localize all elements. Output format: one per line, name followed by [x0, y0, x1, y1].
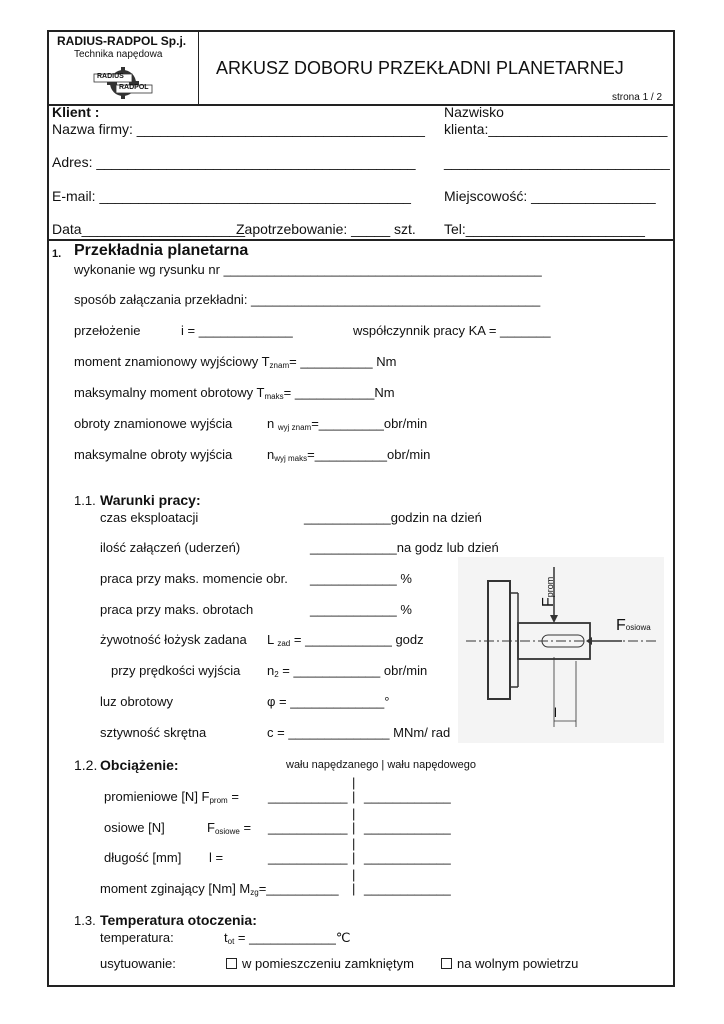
starts-label: ilość załączeń (uderzeń)	[100, 540, 241, 555]
separator-bar: |	[352, 850, 356, 865]
stiffness-field[interactable]: c = ______________ MNm/ rad	[267, 725, 451, 740]
section12-number: 1.2.	[74, 757, 98, 773]
axial-driven-field[interactable]: ___________	[268, 820, 348, 835]
page-title: ARKUSZ DOBORU PRZEKŁADNI PLANETARNEJ	[216, 58, 624, 78]
f-prom-f: F	[540, 597, 557, 607]
address-field[interactable]: Adres: _________________________________________	[52, 154, 416, 170]
temperature-t: t	[224, 930, 228, 945]
radial-driven-field[interactable]: ___________	[268, 789, 348, 804]
max-torque-work-field[interactable]: ____________ %	[310, 571, 412, 586]
indoor-checkbox[interactable]	[226, 958, 237, 969]
outdoor-checkbox[interactable]	[441, 958, 452, 969]
load-columns: wału napędzanego | wału napędowego	[286, 759, 477, 771]
separator-bar: |	[352, 820, 356, 835]
bearing-input[interactable]: = ____________ godz	[290, 632, 424, 647]
client-label: Klient :	[52, 104, 100, 120]
f-osiowa-f: F	[616, 617, 626, 634]
email-field[interactable]: E-mail: ________________________________________	[52, 188, 411, 204]
max-torque-field[interactable]	[74, 385, 395, 401]
section13-title: Temperatura otoczenia:	[100, 912, 257, 928]
axial-f: F	[207, 820, 215, 835]
bearing-label: żywotność łożysk zadana	[100, 632, 247, 647]
max-speed-input[interactable]: =__________obr/min	[307, 447, 431, 462]
moment-text: moment zginający [Nm] M	[100, 881, 251, 896]
length-driven-field[interactable]: ___________	[268, 850, 348, 865]
max-torque-input[interactable]: = ___________Nm	[283, 385, 395, 400]
ratio-field[interactable]: i = _____________	[181, 323, 293, 338]
logo-text-bottom: RADPOL	[119, 84, 149, 91]
ka-field[interactable]: współczynnik pracy KA = _______	[353, 323, 551, 338]
page-number: strona 1 / 2	[612, 92, 663, 103]
date-field[interactable]: Data_____________________	[52, 221, 246, 237]
f-osiowa-subscript: osiowa	[625, 623, 651, 632]
header-divider	[47, 104, 675, 106]
max-speed-work-field[interactable]: ____________ %	[310, 602, 412, 617]
max-torque-work-label: praca przy maks. momencie obr.	[100, 571, 288, 586]
mounting-field[interactable]: sposób załączania przekładni: ________________________________________	[74, 292, 541, 307]
surname-label: Nazwisko	[444, 104, 504, 120]
form-frame	[47, 30, 675, 987]
length-drive-field[interactable]: ____________	[364, 850, 451, 865]
axial-eq: =	[239, 820, 252, 835]
length-label: długość [mm]	[104, 850, 182, 865]
max-speed-work-label: praca przy maks. obrotach	[100, 602, 254, 617]
separator-bar: |	[352, 789, 356, 804]
at-speed-input[interactable]: = ____________ obr/min	[278, 663, 428, 678]
max-speed-n: n	[267, 447, 275, 462]
length-l: l =	[209, 850, 224, 865]
company-logo	[92, 67, 154, 99]
moment-label	[100, 881, 339, 897]
surname-field[interactable]: klienta:_______________________	[444, 121, 668, 137]
radial-label	[104, 789, 239, 805]
radial-text: promieniowe [N] F	[104, 789, 210, 804]
shaft-drawing	[458, 557, 664, 743]
torque-field[interactable]	[74, 354, 396, 370]
temperature-label: temperatura:	[100, 930, 174, 945]
axial-label: osiowe [N]	[104, 820, 165, 835]
temperature-subscript: ot	[227, 937, 235, 946]
indoor-label: w pomieszczeniu zamkniętym	[242, 956, 414, 971]
speed-subscript: wyj znam	[277, 423, 312, 432]
op-time-label: czas eksploatacji	[100, 510, 199, 525]
at-speed-n: n	[267, 663, 275, 678]
op-time-field[interactable]: ____________godzin na dzień	[304, 510, 482, 525]
bearing-field[interactable]	[267, 632, 424, 648]
temperature-field[interactable]	[224, 930, 350, 946]
speed-field[interactable]	[267, 416, 427, 432]
client-divider	[47, 239, 675, 241]
separator-bar: |	[352, 836, 356, 851]
backlash-label: luz obrotowy	[100, 694, 173, 709]
length-l-label: l	[554, 705, 557, 720]
f-prom-label	[540, 577, 558, 607]
section11-title: Warunki pracy:	[100, 492, 201, 508]
drawing-field[interactable]: wykonanie wg rysunku nr ____________________________________________	[74, 262, 542, 277]
section12-title: Obciążenie:	[100, 757, 179, 773]
bearing-l: L	[267, 632, 278, 647]
radial-subscript: prom	[209, 796, 228, 805]
max-speed-label: maksymalne obroty wyjścia	[74, 447, 233, 462]
location-label: usytuowanie:	[100, 956, 176, 971]
logo-text-top: RADIUS	[97, 73, 124, 80]
separator-bar: |	[352, 775, 356, 790]
speed-label: obroty znamionowe wyjścia	[74, 416, 233, 431]
outdoor-label: na wolnym powietrzu	[457, 956, 579, 971]
torque-label: moment znamionowy wyjściowy T	[74, 354, 270, 369]
speed-n: n	[267, 416, 278, 431]
demand-field[interactable]: Zapotrzebowanie: _____ szt.	[236, 221, 416, 237]
starts-field[interactable]: ____________na godz lub dzień	[310, 540, 499, 555]
torque-subscript: znam	[269, 361, 290, 370]
shaft-figure	[458, 557, 664, 743]
axial-subscript: osiowe	[214, 827, 240, 836]
separator-bar: |	[352, 867, 356, 882]
radial-eq: =	[227, 789, 239, 804]
at-speed-label: przy prędkości wyjścia	[111, 663, 241, 678]
max-torque-subscript: maks	[264, 392, 284, 401]
backlash-field[interactable]: φ = _____________°	[267, 694, 390, 709]
moment-driven-field[interactable]: =__________	[258, 881, 339, 896]
address2-field[interactable]: _____________________________	[444, 154, 670, 170]
moment-subscript: zg	[250, 888, 259, 897]
separator-bar: |	[352, 806, 356, 821]
torque-input[interactable]: = __________ Nm	[289, 354, 397, 369]
ratio-label: przełożenie	[74, 323, 141, 338]
at-speed-field[interactable]	[267, 663, 427, 679]
outdoor-option[interactable]	[441, 956, 578, 971]
section1-title: Przekładnia planetarna	[74, 242, 249, 259]
f-prom-subscript: prom	[545, 576, 555, 598]
max-speed-subscript: wyj maks	[274, 454, 308, 463]
temperature-input[interactable]: = ____________℃	[234, 930, 351, 945]
moment-drive-field[interactable]: ____________	[364, 881, 451, 896]
section13-number: 1.3.	[74, 913, 96, 928]
bearing-subscript: zad	[277, 639, 291, 648]
at-speed-subscript: 2	[274, 670, 279, 679]
max-torque-label: maksymalny moment obrotowy T	[74, 385, 265, 400]
company-subtitle: Technika napędowa	[74, 49, 163, 60]
f-osiowa-label	[616, 617, 651, 635]
section11-number: 1.1.	[74, 493, 96, 508]
section1-number: 1.	[52, 248, 62, 260]
indoor-option[interactable]	[226, 956, 414, 971]
separator-bar: |	[352, 881, 356, 896]
max-speed-field[interactable]	[267, 447, 430, 463]
firm-field[interactable]: Nazwa firmy: _____________________________________	[52, 121, 425, 137]
axial-f-label	[207, 820, 251, 836]
speed-input[interactable]: =_________obr/min	[311, 416, 428, 431]
stiffness-label: sztywność skrętna	[100, 725, 207, 740]
tel-field[interactable]: Tel:_______________________	[444, 221, 645, 237]
radial-drive-field[interactable]: ____________	[364, 789, 451, 804]
axial-drive-field[interactable]: ____________	[364, 820, 451, 835]
header-vertical-divider	[198, 30, 199, 105]
city-field[interactable]: Miejscowość: ________________	[444, 188, 656, 204]
company-name: RADIUS-RADPOL Sp.j.	[57, 34, 187, 48]
